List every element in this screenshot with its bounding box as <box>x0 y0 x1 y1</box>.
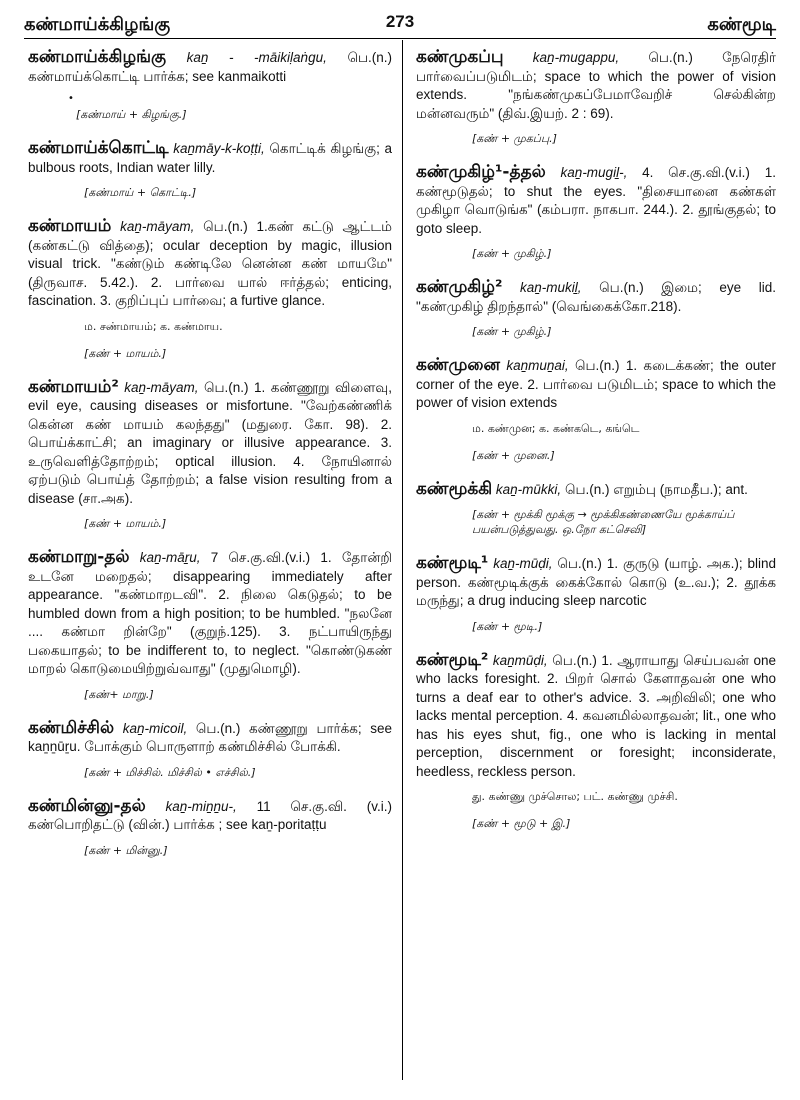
entry-headword: கண்மூக்கி <box>416 478 493 499</box>
entry-headword: கண்மூடி² <box>416 649 489 670</box>
column-divider <box>402 40 403 1080</box>
left-column <box>28 48 392 1088</box>
entry-headword: கண்மின்னு-தல் <box>28 795 146 816</box>
entry-etymology: [கண் + முனை.] <box>472 448 555 462</box>
entry-definition: பெ.(n.) 1.கண் கட்டு ஆட்டம் (கண்கட்டு வித்தை); ocular deception by magic, illusion visual trick. "கண்டும் கண்டிலே னென்ன கண் மாயமே" (திருவாச. 5.42.). 2. பார்வை யால் ஈர்த்தல்; enticing, fascination. 3. குறிப்புப் பார்வை; a furtive glance. <box>28 219 392 308</box>
entry-transliteration: kaṉ-mugiḻ-, <box>560 165 628 180</box>
entry <box>28 719 392 781</box>
page-number: 273 <box>385 12 415 31</box>
entry-definition: பெ.(n.) 1. குருடு (யாழ். அக.); blind person. கண்மூடிக்குக் கைக்கோல் கொடு (உ.வ.); 2. தூக்க மருந்து; a drug inducing sleep narcotic <box>416 556 776 608</box>
entry <box>28 217 392 362</box>
stray-mark: • <box>68 93 74 104</box>
entry-headword: கண்முகப்பு <box>416 48 504 67</box>
entry-definition: பெ.(n.) நேரெதிர் பார்வைப்படுமிடம்; space to which the power of vision extends. "நங்கண்முகப்பேமாவேறிச் செல்கின்ற மன்னவரும்" (திவ்.இயற். 2 : 69). <box>416 50 776 121</box>
entry <box>416 48 776 147</box>
entry-etymology: [கண் + முகிழ்.] <box>472 325 552 338</box>
entry-cognates: ம. சண்மாயம்; க. கண்மாய. <box>84 319 223 333</box>
entry-definition: பெ.(n.) கண்மாய்க்கொட்டி பார்க்க; see kanmaikotti <box>28 50 392 84</box>
entry <box>416 356 776 464</box>
entry-transliteration: kaṉmūḍi, <box>492 652 548 668</box>
entry-definition: 4. செ.கு.வி.(v.i.) 1. கண்மூடுதல்; to shut the eyes. "திசையானை கண்கள் முகிழா வொடுங்க" (கம்பரா. நாகபா. 244.). 2. தூங்குதல்; to goto sleep. <box>416 165 776 236</box>
entry-definition: கொட்டிக் கிழங்கு; a bulbous roots, Indian water lilly. <box>28 141 392 175</box>
right-column <box>416 48 776 1088</box>
entry-transliteration: kaṉ-micoil, <box>122 720 188 736</box>
entry-etymology: [கண் + மூடி.] <box>472 619 543 633</box>
entry-headword: கண்மாய்க்கொட்டி <box>28 138 169 158</box>
entry <box>28 48 392 123</box>
entry-transliteration: kaṉ-mugappu, <box>532 50 620 65</box>
entry-definition: பெ.(n.) 1. ஆராயாது செய்பவன் one who lacks foresight. 2. பிறர் சொல் கேளாதவன் one who turns a deaf ear to other's advice. 3. அறிவிலி; one who lacks mental perception. 4. கவனமில்லாதவன்; lit., one who has his eyes shut, fig., one who is lacking in mental perception, discernment or foresight; inconsiderate, heedless, reckless person. <box>416 652 776 779</box>
entry-transliteration: kaṉ-māyam, <box>120 219 195 234</box>
entry <box>416 554 776 635</box>
entry-etymology: [கண் + மாயம்.] <box>84 517 167 530</box>
entry-cognates: ம. கண்முன; க. கண்கடெ, கங்டெ <box>472 421 640 435</box>
entry-definition: பெ.(n.) 1. கடைக்கண்; the outer corner of the eye. 2. பார்வை படுமிடம்; space to which the power of vision extends <box>416 358 776 410</box>
entry-transliteration: kaṉ-mukiḻ, <box>520 280 582 295</box>
entry-transliteration: kaṉ-mūḍi, <box>493 556 553 571</box>
entry-headword: கண்மாயம் <box>28 216 112 236</box>
entry-headword: கண்முனை <box>416 355 500 375</box>
entry-etymology: [கண் + மிச்சில். மிச்சில் • எச்சில்.] <box>84 765 256 779</box>
entry <box>28 797 392 859</box>
entry-headword: கண்மிச்சில் <box>28 717 115 738</box>
entry <box>416 651 776 833</box>
entry-definition: பெ.(n.) கண்ணூறு பார்க்க; see kaṉṉūṟu. போக்கும் பொருளாற் கண்மிச்சில் போக்கி. <box>28 720 392 754</box>
entry-definition: பெ.(n.) இமை; eye lid. "கண்முகிழ் திறந்தால்" (வெங்கைக்கோ.218). <box>416 280 776 314</box>
entry-headword: கண்மூடி¹ <box>416 553 489 573</box>
entry-transliteration: kaṉ-māyam, <box>124 379 199 395</box>
entry-transliteration: kaṉ-miṉṉu-, <box>165 798 237 814</box>
entry-transliteration: kaṉmāy-k-koṭṭi, <box>173 141 265 156</box>
entry-headword: கண்முகிழ்¹-த்தல் <box>416 162 546 182</box>
entry-etymology: [கண் + மூக்கி மூக்கு → மூக்கிகண்ணையே மூக்காய்ப் பயன்படுத்துவது. ஒ.நோ கட்செவி] <box>472 508 735 536</box>
entry-etymology: [கண் + முகப்பு.] <box>472 132 557 145</box>
page-header <box>24 8 776 42</box>
entry-definition: 11 செ.கு.வி. (v.i.) கண்பொறிதட்டு (வின்.) பார்க்க ; see kaṉ-poritaṭṭu <box>28 798 392 832</box>
entry-etymology: [கண் + மாயம்.] <box>84 346 167 360</box>
entry <box>416 480 776 539</box>
entry-headword: கண்முகிழ்² <box>416 277 503 297</box>
left-guide-word: கண்மாய்க்கிழங்கு <box>24 14 171 35</box>
entry-etymology: [கண் + மூடு + இ.] <box>472 817 571 830</box>
entry <box>28 378 392 533</box>
entry <box>416 278 776 340</box>
entry-transliteration: kaṉmuṉai, <box>506 358 569 373</box>
entry <box>416 163 776 262</box>
entry <box>28 548 392 703</box>
entry-transliteration: kaṉ-mūkki, <box>495 481 562 497</box>
entry-definition: பெ.(n.) 1. கண்ணூறு விளைவு, evil eye, causing diseases or misfortune. "வேற்கண்ணிக் கென்ன கண் மாயம் கலந்தது" (மதுரை. கோ. 98). 2. பொய்க்காட்சி; an imaginary or illusive appearance. 3. உருவெளித்தோற்றம்; optical illusion. 4. நோயினால் ஏற்படும் பொய்த் தோற்றம்; a false vision resulting from a disease (சா.அக). <box>28 379 392 506</box>
entry-transliteration: kaṉ - -māikiḷaṅgu, <box>186 50 327 65</box>
right-guide-word: கண்மூடி <box>707 14 776 35</box>
entry-definition: பெ.(n.) எறும்பு (நாமதீப.); ant. <box>564 481 748 497</box>
entry-headword: கண்மாயம்² <box>28 376 119 397</box>
entry-etymology: [கண்+ மாறு.] <box>84 687 154 701</box>
entry-etymology: [கண் + மின்னு.] <box>84 843 168 857</box>
entry-headword: கண்மாய்க்கிழங்கு <box>28 48 167 67</box>
entry-cognates: து. கண்ணு முச்சொல; பட். கண்ணு முச்சி. <box>472 790 678 803</box>
header-rule <box>24 38 776 39</box>
entry-etymology: [கண் + முகிழ்.] <box>472 247 552 260</box>
entry <box>28 139 392 201</box>
entry-headword: கண்மாறு-தல் <box>28 547 130 567</box>
entry-etymology: [கண்மாய் + கிழங்கு.] <box>76 108 187 121</box>
entry-transliteration: kaṉ-māṟu, <box>139 550 201 565</box>
entry-etymology: [கண்மாய் + கொட்டி.] <box>84 186 197 199</box>
entry-definition: 7 செ.கு.வி.(v.i.) 1. தோன்றி உடனே மறைதல்; disappearing immediately after appearance. "கண்மாறடவி". 2. நிலை கெடுதல்; to be humbled down from a high position; to be humbled. "நலனே .... கண்மா றின்றே" (குறுந்.125). 3. நட்பாயிருந்து பகையாதல்; to be indifferent to, to neglect. "கொண்டுகண் மாறல் கொடுமையிற்றுவ்வாது" (முதுமொழி). <box>28 550 392 676</box>
